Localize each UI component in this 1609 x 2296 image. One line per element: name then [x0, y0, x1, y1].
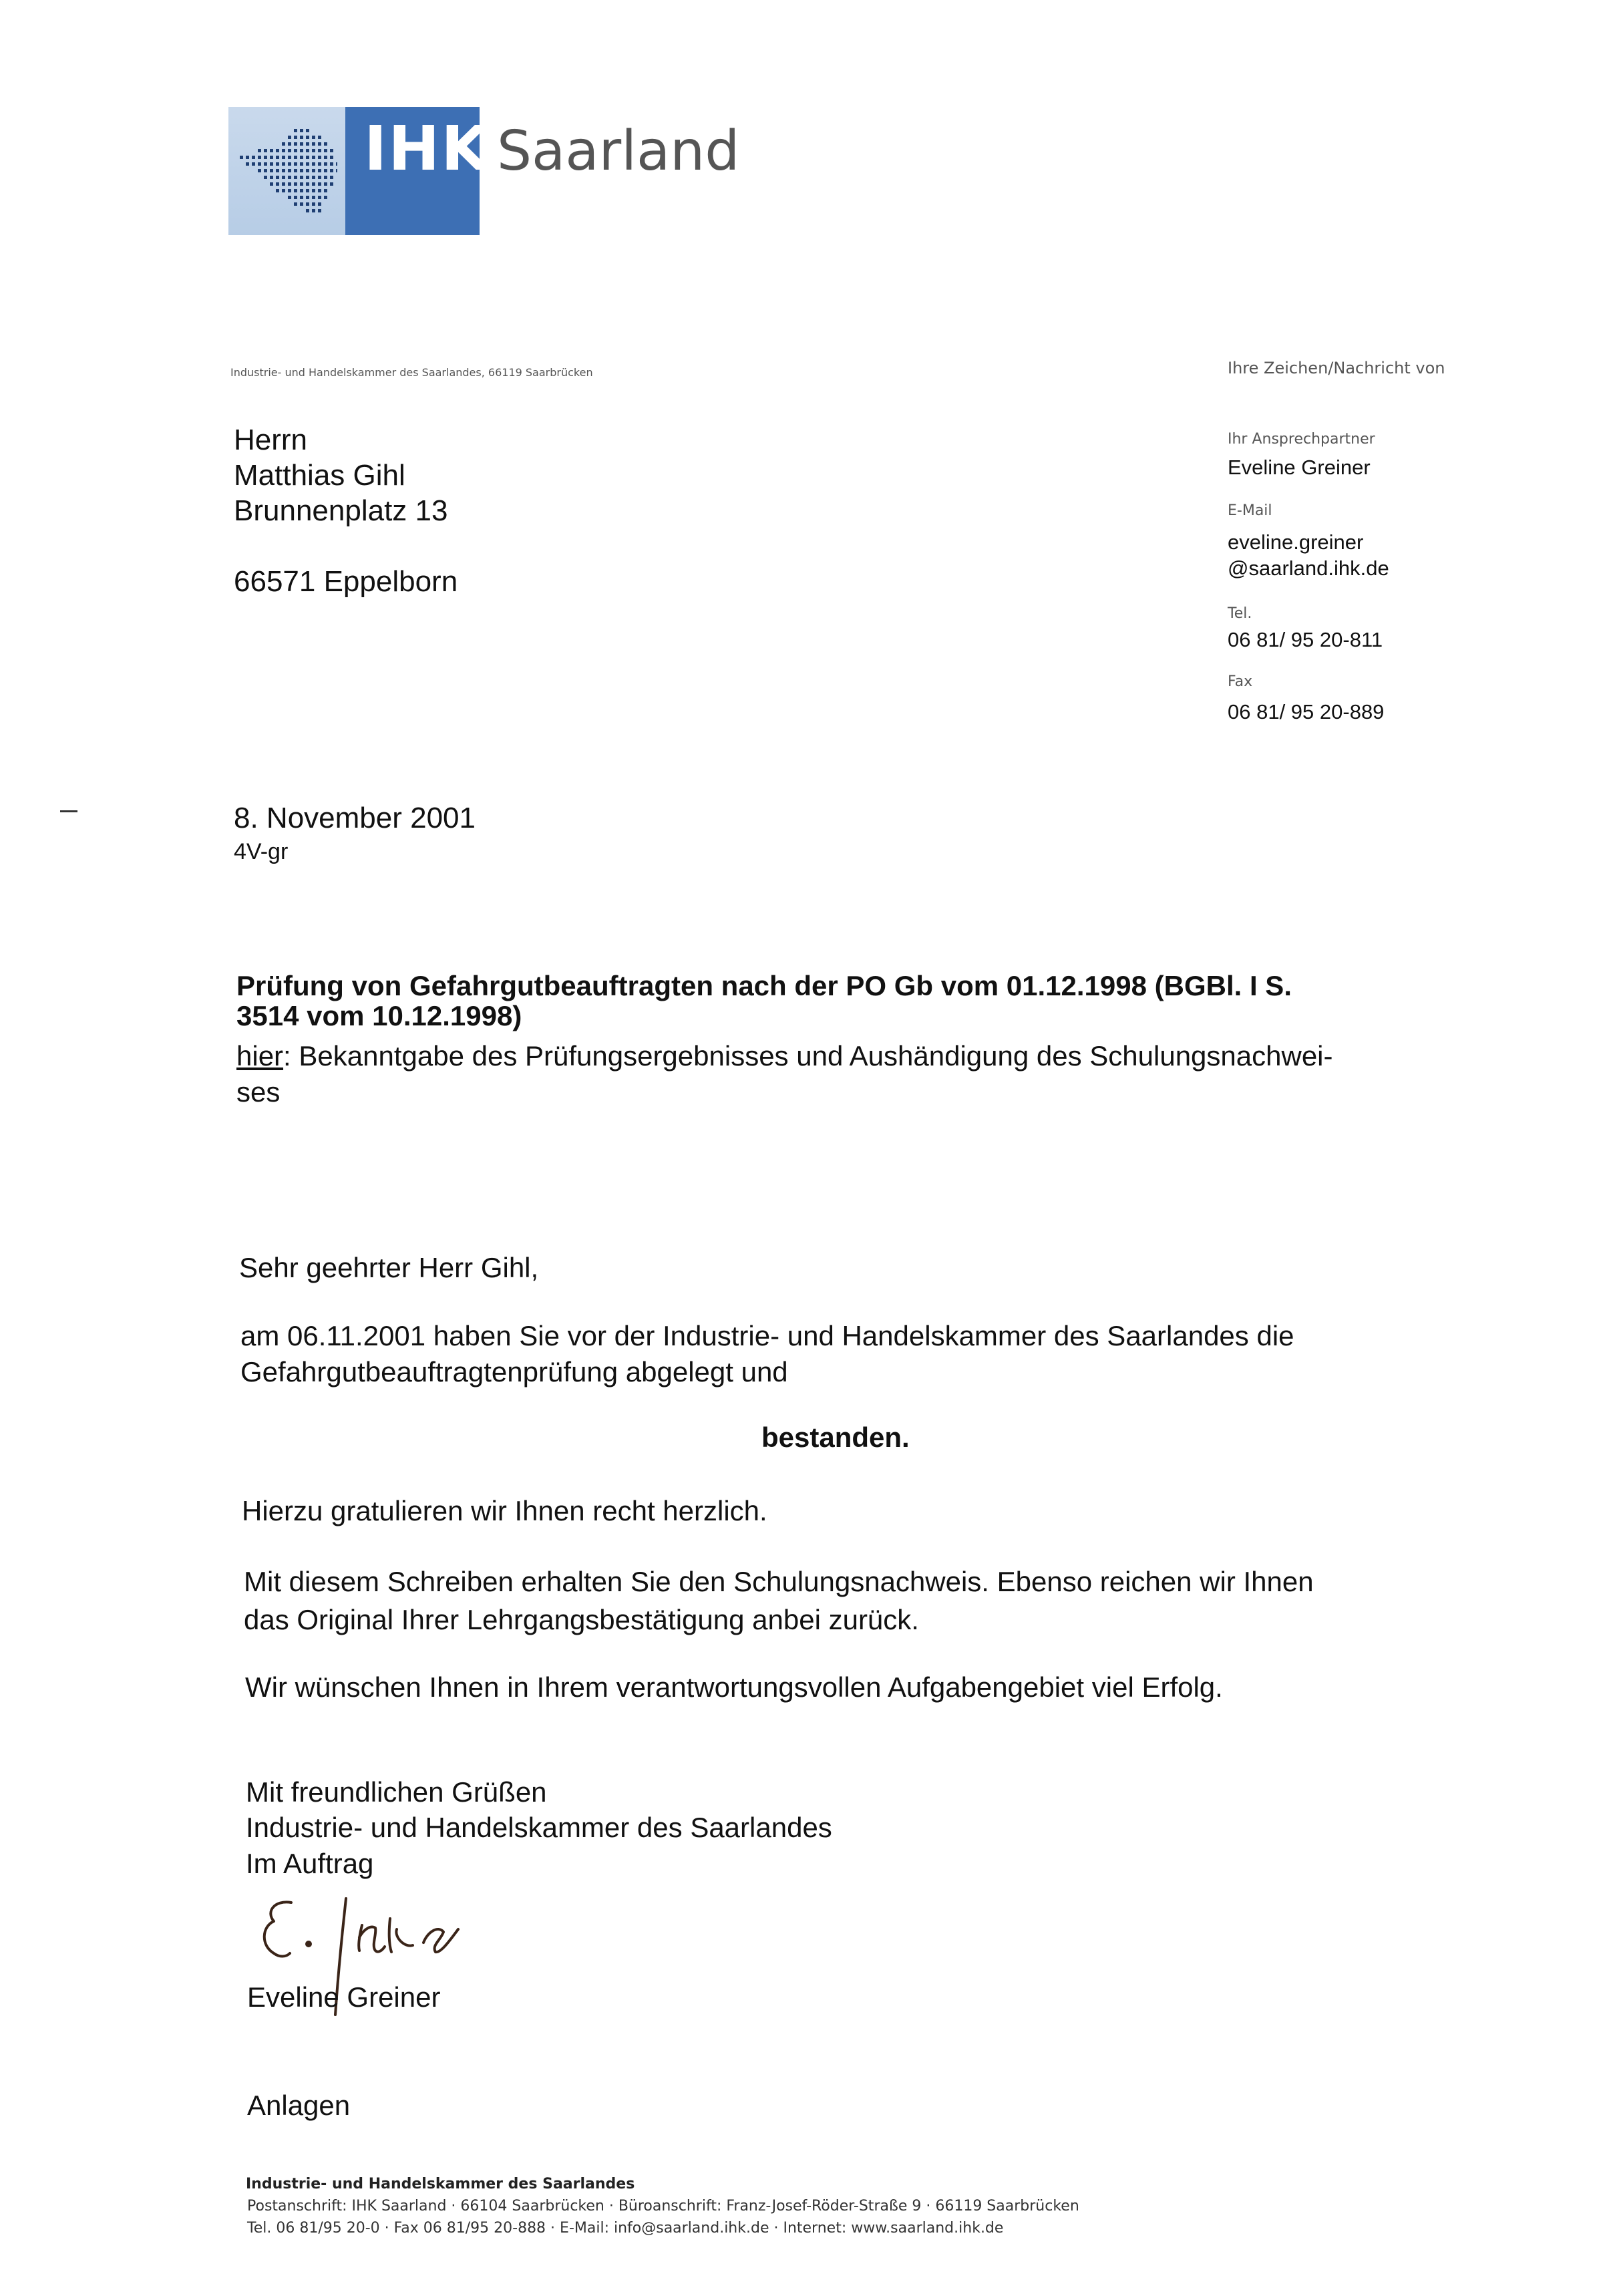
letter-reference: 4V-gr — [234, 839, 289, 864]
fax-value: 06 81/ 95 20-889 — [1228, 700, 1385, 723]
closing-on-behalf: Im Auftrag — [246, 1848, 374, 1879]
paragraph-4: Wir wünschen Ihnen in Ihrem verantwortungsvollen Aufgabengebiet viel Erfolg. — [245, 1671, 1223, 1703]
reference-label: Ihre Zeichen/Nachricht von — [1228, 359, 1445, 377]
hier-text: : Bekanntgabe des Prüfungsergebnisses und Aushändigung des Schulungsnachwei- — [283, 1040, 1333, 1072]
footer-organization: Industrie- und Handelskammer des Saarlandes — [246, 2176, 635, 2192]
subject-hier-line-2: ses — [236, 1076, 281, 1108]
tel-value: 06 81/ 95 20-811 — [1228, 628, 1383, 651]
closing-greeting: Mit freundlichen Grüßen — [246, 1776, 547, 1808]
email-line-1: eveline.greiner — [1228, 530, 1364, 554]
exam-result: bestanden. — [761, 1422, 910, 1453]
footer-contact: Tel. 06 81/95 20-0 · Fax 06 81/95 20-888 · E-Mail: info@saarland.ihk.de · Internet: www.saarland.ihk.de — [247, 2220, 1004, 2237]
logo-ihk: IHK — [364, 113, 490, 184]
logo-saarland: Saarland — [497, 120, 740, 183]
subject-line-1: Prüfung von Gefahrgutbeauftragten nach der PO Gb vom 01.12.1998 (BGBl. I S. — [236, 970, 1292, 1001]
tel-label: Tel. — [1228, 605, 1252, 622]
greeting: Sehr geehrter Herr Gihl, — [239, 1252, 539, 1283]
saarland-map-icon — [237, 124, 337, 220]
email-line-2: @saarland.ihk.de — [1228, 556, 1389, 580]
recipient-street: Brunnenplatz 13 — [234, 494, 448, 527]
letter-date: 8. November 2001 — [234, 802, 476, 834]
paragraph-1-line-2: Gefahrgutbeauftragtenprüfung abgelegt und — [240, 1356, 788, 1387]
recipient-salutation: Herrn — [234, 424, 308, 456]
paragraph-1-line-1: am 06.11.2001 haben Sie vor der Industrie- und Handelskammer des Saarlandes die — [240, 1320, 1294, 1351]
contact-label: Ihr Ansprechpartner — [1228, 431, 1375, 448]
subject-line-2: 3514 vom 10.12.1998) — [236, 1000, 522, 1031]
closing-organization: Industrie- und Handelskammer des Saarlandes — [246, 1812, 832, 1843]
footer-addresses: Postanschrift: IHK Saarland · 66104 Saarbrücken · Büroanschrift: Franz-Josef-Röder-Straße 9 · 66119 Saarbrücken — [247, 2198, 1079, 2215]
email-label: E-Mail — [1228, 502, 1272, 519]
sender-return-address: Industrie- und Handelskammer des Saarlandes, 66119 Saarbrücken — [230, 366, 593, 379]
fax-label: Fax — [1228, 673, 1253, 690]
signer-name: Eveline Greiner — [247, 1981, 441, 2013]
paragraph-3-line-2: das Original Ihrer Lehrgangsbestätigung anbei zurück. — [244, 1604, 919, 1635]
contact-name: Eveline Greiner — [1228, 456, 1371, 479]
fold-mark — [60, 810, 77, 812]
subject-hier-line — [236, 1041, 1333, 1071]
recipient-name: Matthias Gihl — [234, 459, 405, 492]
paragraph-2: Hierzu gratulieren wir Ihnen recht herzlich. — [242, 1495, 767, 1526]
hier-label: hier — [236, 1040, 284, 1072]
paragraph-3-line-1: Mit diesem Schreiben erhalten Sie den Schulungsnachweis. Ebenso reichen wir Ihnen — [244, 1566, 1314, 1597]
recipient-city: 66571 Eppelborn — [234, 565, 458, 598]
attachments: Anlagen — [247, 2090, 351, 2121]
